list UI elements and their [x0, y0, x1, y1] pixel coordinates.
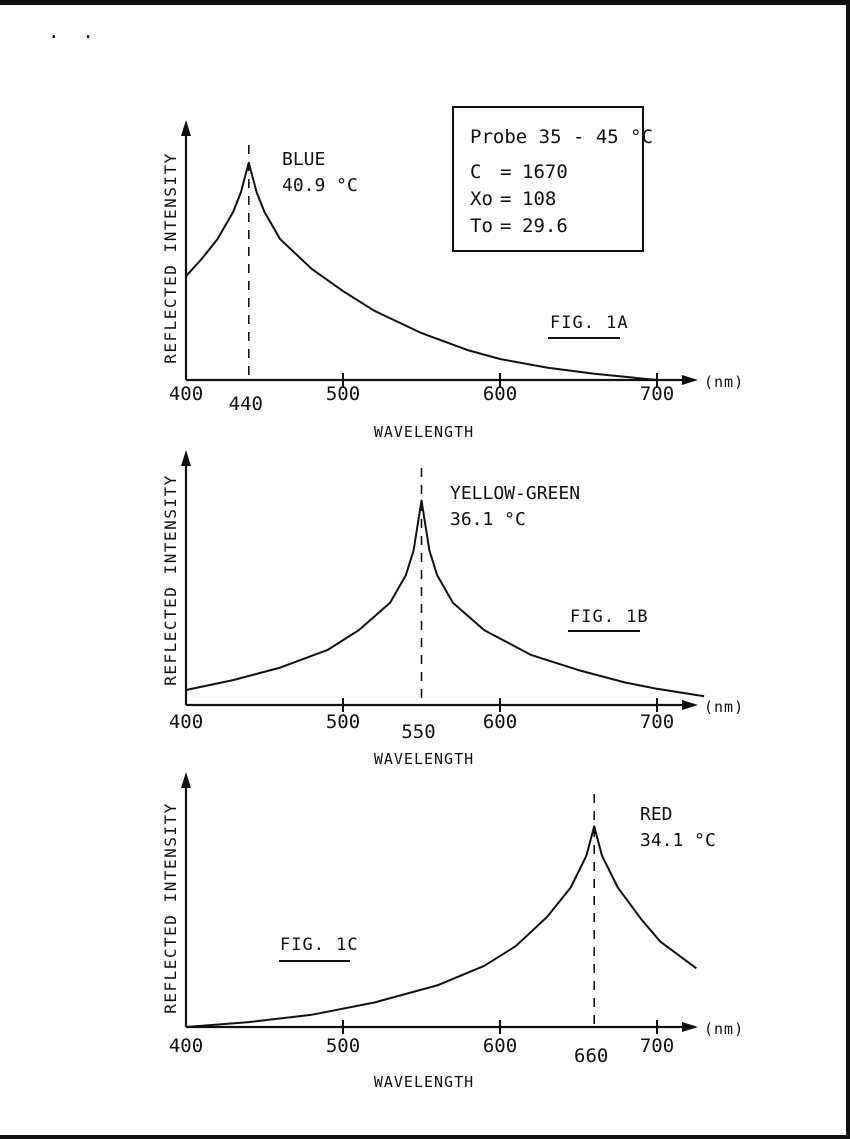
y-axis-title: REFLECTED INTENSITY [161, 474, 180, 686]
y-axis-title: REFLECTED INTENSITY [161, 152, 180, 364]
x-tick-label: 700 [639, 383, 675, 405]
parameter-key: To [470, 215, 493, 237]
parameter-box-title: Probe 35 - 45 °C [470, 126, 654, 148]
y-axis-title: REFLECTED INTENSITY [161, 802, 180, 1014]
parameter-value: 1670 [522, 161, 568, 183]
x-tick-label: 400 [168, 711, 204, 733]
figure-label: FIG. 1A [550, 313, 629, 333]
x-tick-label: 600 [482, 383, 518, 405]
x-tick-label: 600 [482, 711, 518, 733]
peak-color-label: RED [640, 804, 673, 825]
parameter-key: C [470, 161, 482, 183]
peak-color-label: YELLOW-GREEN [450, 483, 581, 504]
spectrum-curve [186, 163, 657, 380]
y-axis-arrow [181, 772, 191, 788]
peak-wavelength-label: 440 [228, 393, 263, 415]
peak-temperature-label: 36.1 °C [450, 509, 526, 530]
x-axis-title: WAVELENGTH [373, 1073, 475, 1091]
figure-label: FIG. 1C [280, 935, 359, 955]
x-axis-arrow [682, 700, 698, 710]
x-tick-label: 400 [168, 1035, 204, 1057]
peak-wavelength-label: 550 [401, 721, 436, 743]
x-unit-label: (nm) [704, 1020, 745, 1038]
page-dots: . . [48, 21, 94, 43]
parameter-value: 29.6 [522, 215, 568, 237]
x-axis-title: WAVELENGTH [373, 423, 475, 441]
peak-wavelength-label: 660 [574, 1045, 609, 1067]
parameter-equals: = [500, 161, 512, 183]
spectrum-curve [186, 826, 696, 1027]
figure-label: FIG. 1B [570, 607, 649, 627]
x-axis-title: WAVELENGTH [373, 750, 475, 768]
x-tick-label: 600 [482, 1035, 518, 1057]
peak-temperature-label: 34.1 °C [640, 830, 716, 851]
x-tick-label: 500 [325, 383, 361, 405]
x-axis-arrow [682, 375, 698, 385]
x-unit-label: (nm) [704, 698, 745, 716]
y-axis-arrow [181, 450, 191, 466]
parameter-equals: = [500, 215, 512, 237]
x-axis-arrow [682, 1022, 698, 1032]
x-tick-label: 700 [639, 1035, 675, 1057]
parameter-equals: = [500, 188, 512, 210]
peak-color-label: BLUE [282, 149, 326, 170]
x-tick-label: 700 [639, 711, 675, 733]
x-tick-label: 400 [168, 383, 204, 405]
y-axis-arrow [181, 120, 191, 136]
parameter-key: Xo [470, 188, 493, 210]
peak-temperature-label: 40.9 °C [282, 175, 358, 196]
spectrum-curve [186, 501, 704, 697]
parameter-value: 108 [522, 188, 557, 210]
x-tick-label: 500 [325, 711, 361, 733]
x-tick-label: 500 [325, 1035, 361, 1057]
x-unit-label: (nm) [704, 373, 745, 391]
